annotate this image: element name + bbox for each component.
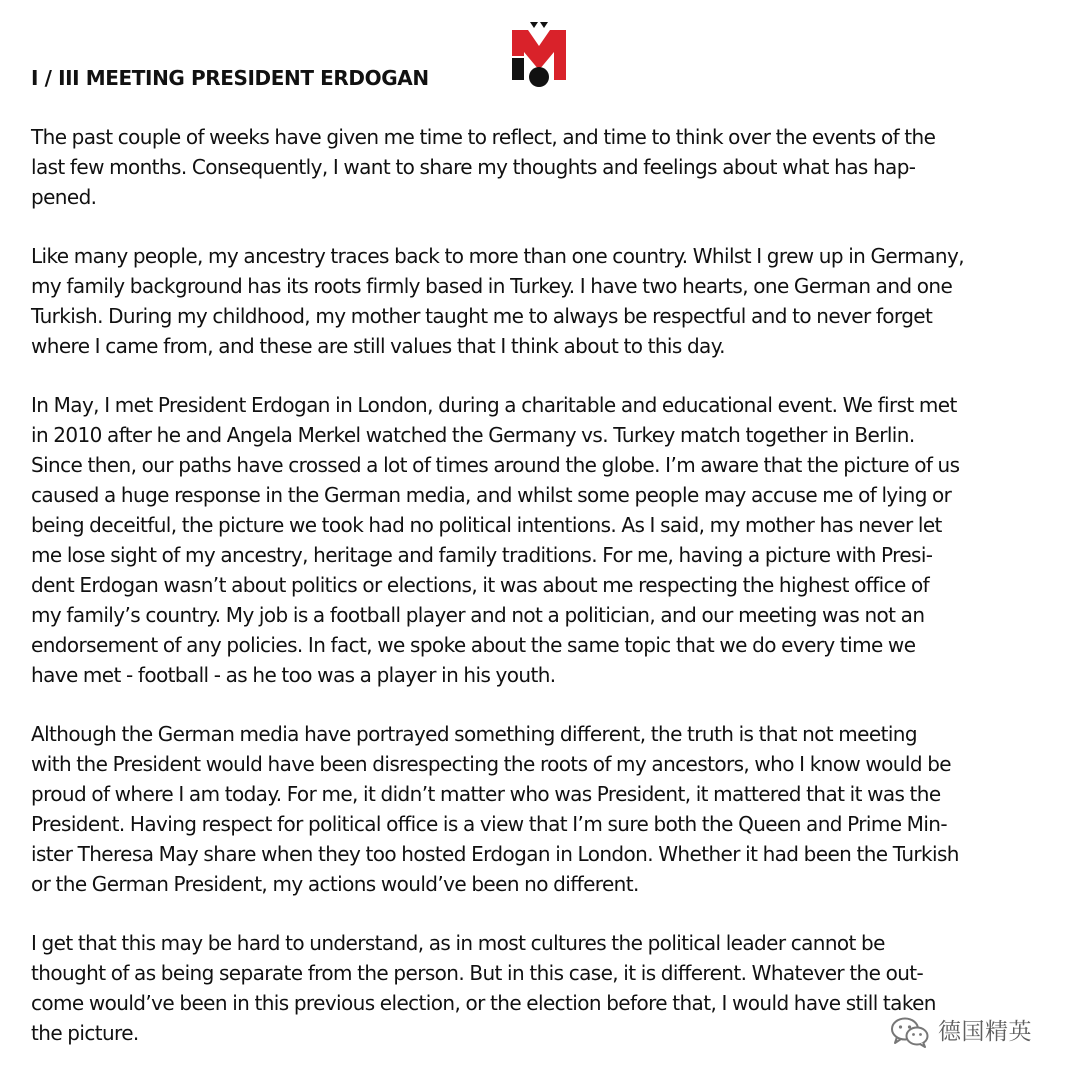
paragraph-3	[31, 390, 1061, 690]
statement-heading: I / III MEETING PRESIDENT ERDOGAN	[31, 66, 429, 90]
paragraph-2	[31, 241, 1061, 361]
wechat-icon	[890, 1016, 930, 1048]
logo-top-left-triangle	[530, 22, 538, 28]
paragraph-line: Like many people, my ancestry traces back to more than one country. Whilst I grew up in Germany,	[31, 244, 964, 268]
paragraph-line: The past couple of weeks have given me time to reflect, and time to think over the events of the	[31, 125, 936, 149]
paragraph-line: dent Erdogan wasn’t about politics or elections, it was about me respecting the highest office of	[31, 573, 930, 597]
paragraph-line: caused a huge response in the German media, and whilst some people may accuse me of lying or	[31, 483, 952, 507]
paragraph-line: Although the German media have portrayed something different, the truth is that not meeting	[31, 722, 917, 746]
paragraph-line: my family background has its roots firmly based in Turkey. I have two hearts, one German and one	[31, 274, 953, 298]
paragraph-line: the picture.	[31, 1021, 139, 1045]
watermark-text: 德国精英	[938, 1019, 1032, 1045]
paragraph-line: pened.	[31, 185, 97, 209]
paragraph-line: Since then, our paths have crossed a lot of times around the globe. I’m aware that the picture of us	[31, 453, 960, 477]
paragraph-1	[31, 122, 1061, 212]
paragraph-line: have met - football - as he too was a player in his youth.	[31, 663, 556, 687]
paragraph-line: last few months. Consequently, I want to share my thoughts and feelings about what has hap-	[31, 155, 916, 179]
statement-body	[31, 122, 1061, 1077]
paragraph-line: or the German President, my actions would’ve been no different.	[31, 872, 639, 896]
logo-top-right-triangle	[540, 22, 548, 28]
paragraph-line: ister Theresa May share when they too hosted Erdogan in London. Whether it had been the Turkish	[31, 842, 959, 866]
wechat-watermark	[890, 1014, 1032, 1050]
paragraph-line: I get that this may be hard to understand, as in most cultures the political leader cannot be	[31, 931, 885, 955]
paragraph-line: in 2010 after he and Angela Merkel watched the Germany vs. Turkey match together in Berlin.	[31, 423, 915, 447]
logo-black-circle	[529, 67, 549, 87]
paragraph-line: In May, I met President Erdogan in London, during a charitable and educational event. We first met	[31, 393, 957, 417]
paragraph-line: President. Having respect for political office is a view that I’m sure both the Queen and Prime Min-	[31, 812, 947, 836]
paragraph-line: my family’s country. My job is a football player and not a politician, and our meeting was not an	[31, 603, 925, 627]
paragraph-line: with the President would have been disrespecting the roots of my ancestors, who I know would be	[31, 752, 951, 776]
paragraph-line: come would’ve been in this previous election, or the election before that, I would have still taken	[31, 991, 936, 1015]
mo-monogram-logo	[510, 22, 568, 88]
logo-black-block	[512, 58, 524, 80]
paragraph-line: proud of where I am today. For me, it didn’t matter who was President, it mattered that it was the	[31, 782, 941, 806]
paragraph-line: Turkish. During my childhood, my mother taught me to always be respectful and to never forget	[31, 304, 933, 328]
paragraph-line: me lose sight of my ancestry, heritage and family traditions. For me, having a picture with Presi-	[31, 543, 933, 567]
paragraph-line: endorsement of any policies. In fact, we spoke about the same topic that we do every time we	[31, 633, 916, 657]
paragraph-line: where I came from, and these are still values that I think about to this day.	[31, 334, 725, 358]
paragraph-line: being deceitful, the picture we took had no political intentions. As I said, my mother has never let	[31, 513, 942, 537]
paragraph-4	[31, 719, 1061, 899]
paragraph-line: thought of as being separate from the person. But in this case, it is different. Whatever the out-	[31, 961, 924, 985]
